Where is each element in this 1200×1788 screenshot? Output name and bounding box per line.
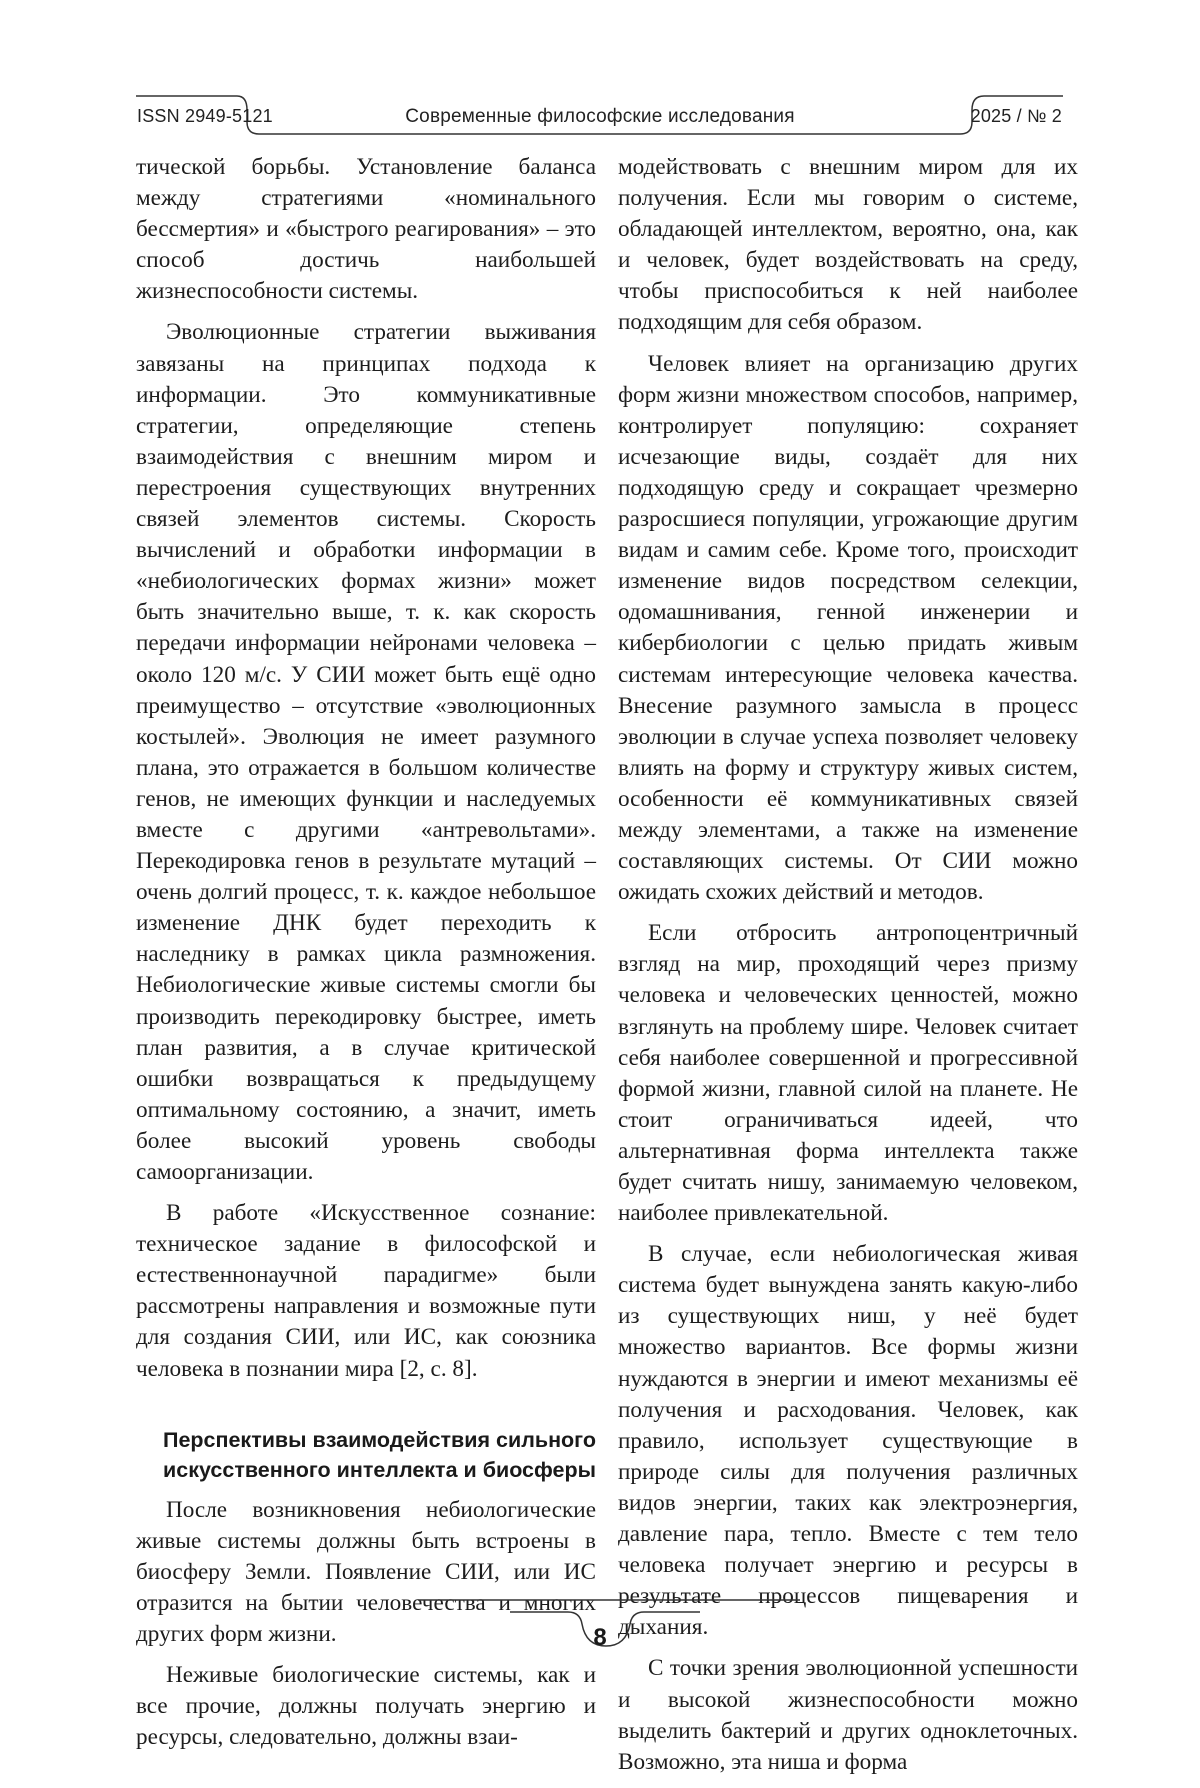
section-heading: Перспективы взаимодействия сильного искусственного интеллекта и биосферы bbox=[162, 1427, 596, 1482]
header-frame-lines bbox=[0, 0, 1200, 160]
issue-label: 2025 / № 2 bbox=[970, 106, 1062, 126]
paragraph: С точки зрения эволюционной успешности и высокой жизнеспособности можно выделить бактерий и других одноклеточных. Возможно, эта ниша и форма bbox=[618, 1655, 1078, 1775]
left-column bbox=[136, 152, 596, 1763]
paragraph: В работе «Искусственное сознание: техническое задание в философской и естественнонаучной парадигме» были рассмотрены направления и возможные пути для создания СИИ, или ИС, как союзника человека в познании мира [2, с. 8]. bbox=[136, 1200, 596, 1382]
running-header bbox=[0, 0, 1200, 160]
journal-title: Современные философские исследования bbox=[405, 106, 795, 127]
paragraph: Человек влияет на организацию других форм жизни множеством способов, например, контролирует популяцию: сохраняет исчезающие виды, создаёт для них подходящую среду и сокращает чрезмерно разросшиеся популяции, угрожающие другим видам и самим себе. Кроме того, происходит изменение видов посредством селекции, одомашнивания, генной инженерии и кибербиологии с целью придать живым системам интересующие человека качества. Внесение разумного замысла в процесс эволюции в случае успеха позволяет человеку влиять на форму и структуру живых систем, особенности её коммуникативных связей между элементами, а также на изменение составляющих системы. От СИИ можно ожидать схожих действий и методов. bbox=[618, 350, 1078, 906]
right-column bbox=[618, 152, 1078, 1788]
paragraph: Неживые биологические системы, как и все прочие, должны получать энергию и ресурсы, следовательно, должны взаи- bbox=[136, 1662, 596, 1751]
issn-label: ISSN 2949-5121 bbox=[137, 106, 273, 126]
paragraph: модействовать с внешним миром для их получения. Если мы говорим о системе, обладающей интеллектом, вероятно, она, как и человек, будет воздействовать на среду, чтобы приспособиться к ней наиболее подходящим для себя образом. bbox=[618, 154, 1078, 336]
page-number: 8 bbox=[593, 1624, 607, 1651]
paragraph: В случае, если небиологическая живая система будет вынуждена занять какую-либо из существующих ниш, у неё будет множество вариантов. Все формы жизни нуждаются в энергии и имеют механизмы её получения и расходования. Человек, как правило, использует существующие в природе силы для получения различных видов энергии, таких как электроэнергия, давление пара, тепло. Вместе с тем тело человека получает энергию и ресурсы в результате процессов пищеварения и дыхания. bbox=[618, 1241, 1078, 1641]
paragraph: Если отбросить антропоцентричный взгляд на мир, проходящий через призму человека и человеческих ценностей, можно взглянуть на проблему шире. Человек считает себя наиболее совершенной и прогрессивной формой жизни, главной силой на планете. Не стоит ограничиваться идеей, что альтернативная форма интеллекта также будет считать нишу, занимаемую человеком, наиболее привлекательной. bbox=[618, 920, 1078, 1227]
paragraph: Эволюционные стратегии выживания завязаны на принципах подхода к информации. Это коммуникативные стратегии, определяющие степень взаимодействия с внешним миром и перестроения существующих внутренних связей элементов системы. Скорость вычислений и обработки информации в «небиологических формах жизни» может быть значительно выше, т. к. как скорость передачи информации нейронами человека – около 120 м/с. У СИИ может быть ещё одно преимущество – отсутствие «эволюционных костылей». Эволюция не имеет разумного плана, это отражается в большом количестве генов, не имеющих функции и наследуемых вместе с другими «антревольтами». Перекодировка генов в результате мутаций – очень долгий процесс, т. к. каждое небольшое изменение ДНК будет переходить к наследнику в рамках цикла размножения. Небиологические живые системы смогли бы производить перекодировку быстрее, иметь план развития, а в случае критической ошибки возвращаться к предыдущему оптимальному состоянию, а значит, иметь более высокий уровень свободы самоорганизации. bbox=[136, 319, 596, 1185]
paragraph: тической борьбы. Установление баланса между стратегиями «номинального бессмертия» и «быстрого реагирования» – это способ достичь наибольшей жизнеспособности системы. bbox=[136, 154, 596, 305]
paragraph: После возникновения небиологические живые системы должны быть встроены в биосферу Земли. Появление СИИ, или ИС отразится на бытии человечества и многих других форм жизни. bbox=[136, 1496, 596, 1648]
